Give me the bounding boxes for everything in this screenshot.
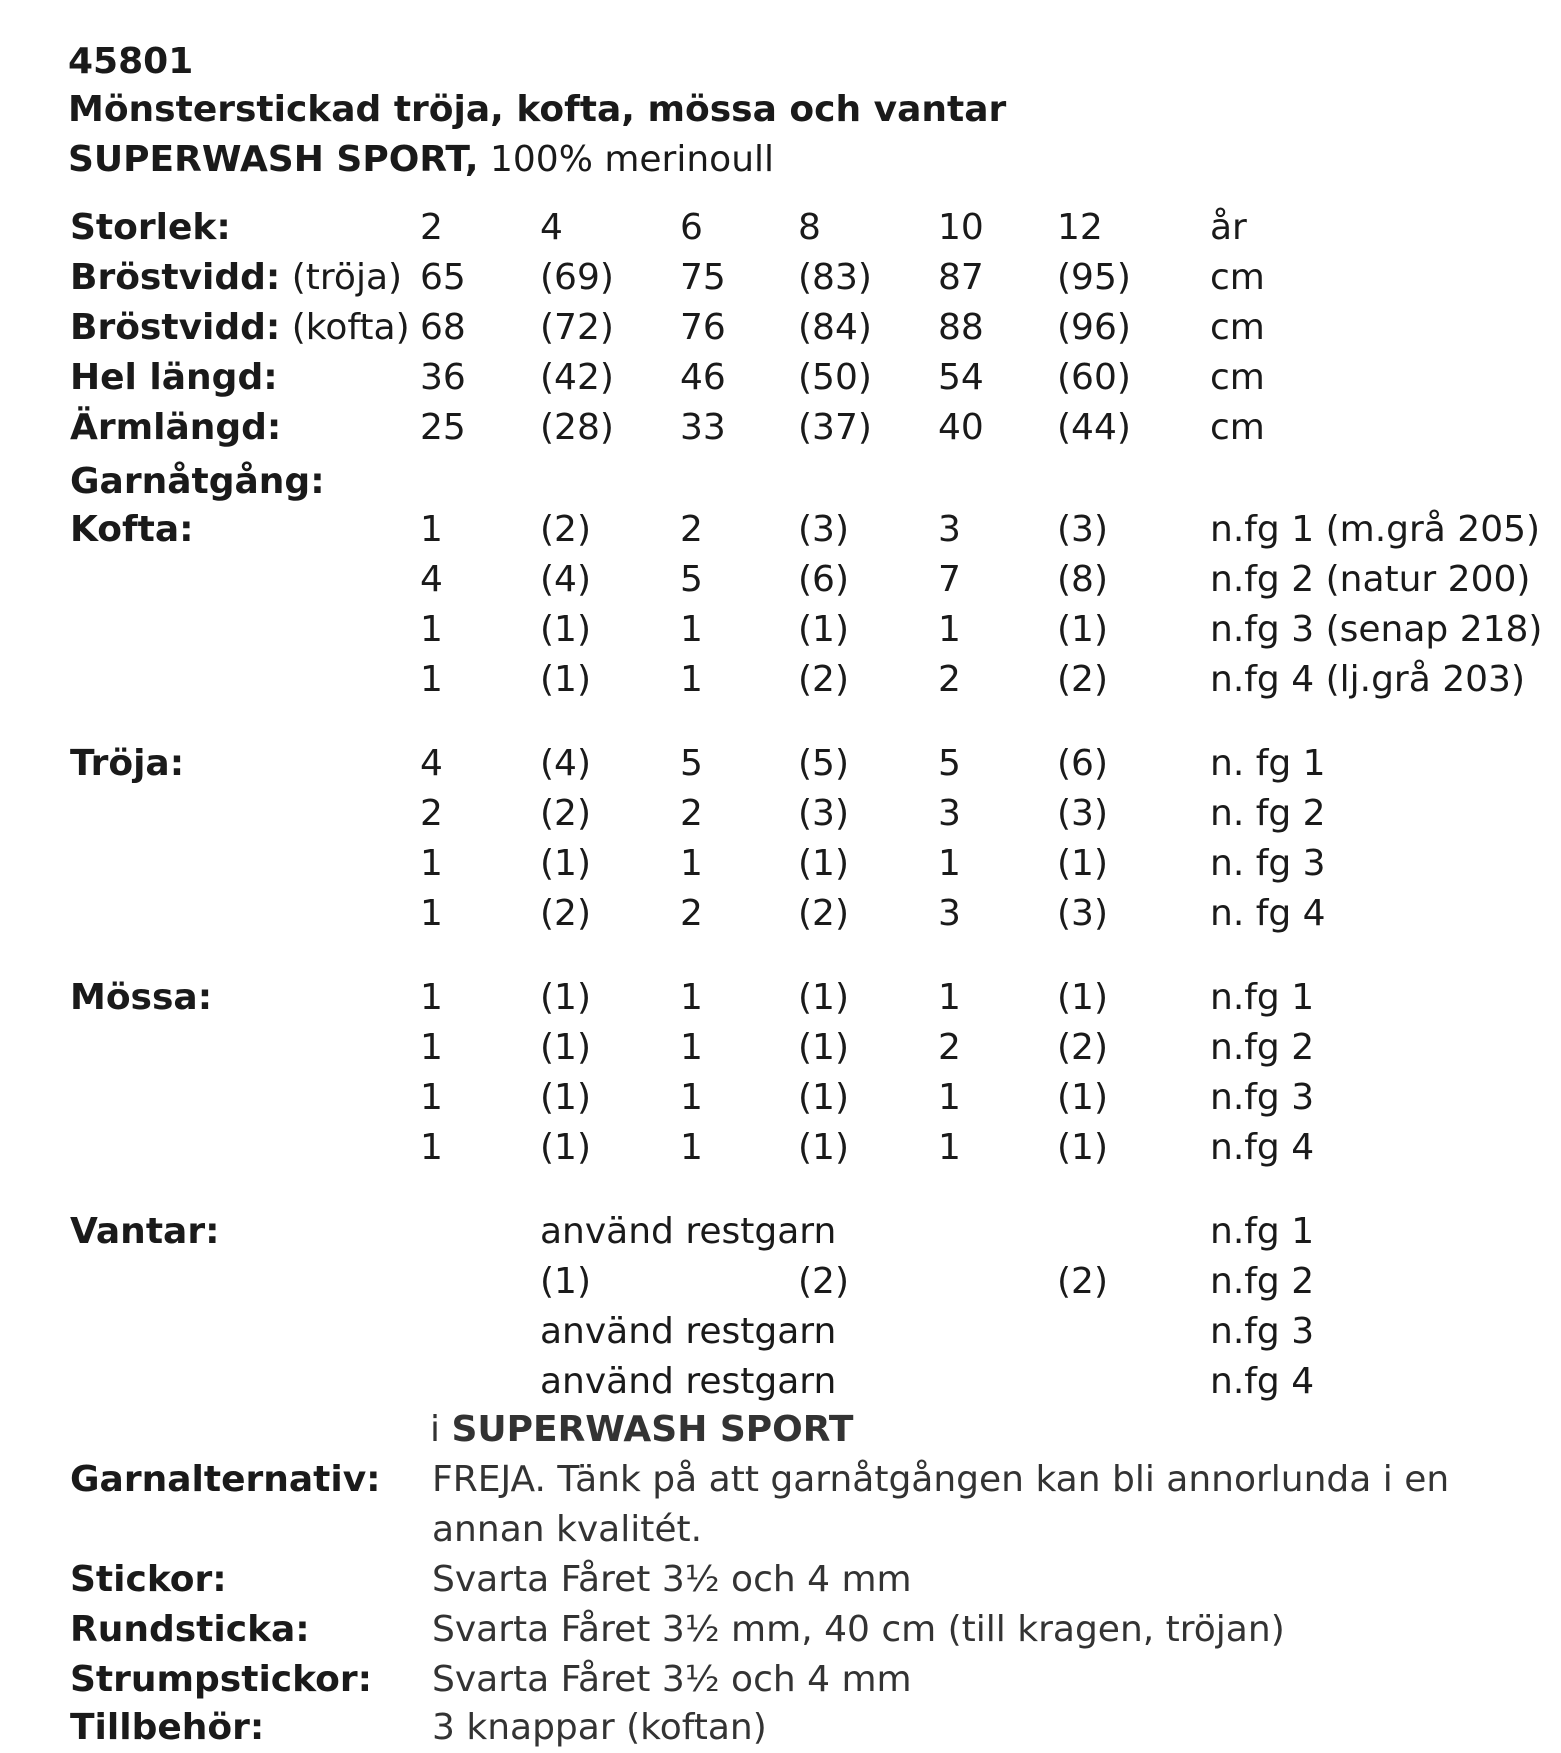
measurement-cell: 76: [680, 307, 726, 348]
measurement-cell: (69): [540, 257, 614, 298]
measurement-cell: (37): [798, 407, 872, 448]
yarn-cell: 1: [938, 843, 961, 884]
measurement-cell: 88: [938, 307, 984, 348]
measurement-cell: 25: [420, 407, 466, 448]
yarn-colour: n.fg 1: [1210, 1211, 1315, 1252]
yarn-cell: 1: [420, 893, 443, 934]
yarn-cell: 1: [680, 1127, 703, 1168]
measurement-cell: 65: [420, 257, 466, 298]
yarn-cell: 1: [938, 1127, 961, 1168]
measurement-cell: (28): [540, 407, 614, 448]
measurement-cell: (60): [1057, 357, 1131, 398]
yarn-cell: (5): [798, 743, 849, 784]
measurement-cell: 40: [938, 407, 984, 448]
cardigan-label: Kofta:: [70, 509, 194, 550]
yarn-cell: (1): [798, 1077, 849, 1118]
sweater-label: Tröja:: [70, 743, 185, 784]
measurement-cell: (72): [540, 307, 614, 348]
yarn-cell: (1): [1057, 843, 1108, 884]
yarn-cell: (6): [1057, 743, 1108, 784]
yarn-cell: (1): [798, 1027, 849, 1068]
yarn-cell: (1): [540, 1261, 591, 1302]
yarn-cell: (6): [798, 559, 849, 600]
chest-width-sweater-label: Bröstvidd: (tröja): [70, 257, 403, 298]
yarn-cell: (1): [540, 659, 591, 700]
chest-width-cardigan-label: Bröstvidd: (kofta): [70, 307, 410, 348]
yarn-colour: n.fg 2: [1210, 1027, 1315, 1068]
yarn-cell: (1): [798, 843, 849, 884]
yarn-cell: (1): [798, 1127, 849, 1168]
leftover-yarn-note: använd restgarn: [540, 1361, 837, 1402]
yarn-cell: 1: [420, 509, 443, 550]
yarn-cell: (4): [540, 743, 591, 784]
yarn-colour: n. fg 3: [1210, 843, 1326, 884]
yarn-cell: (3): [798, 793, 849, 834]
yarn-cell: (2): [540, 893, 591, 934]
circular-needle-label: Rundsticka:: [70, 1609, 310, 1650]
yarn-cell: 2: [938, 659, 961, 700]
yarn-cell: (1): [540, 843, 591, 884]
measurement-cell: 36: [420, 357, 466, 398]
yarn-cell: (1): [1057, 1077, 1108, 1118]
yarn-cell: 1: [680, 977, 703, 1018]
yarn-cell: 1: [420, 1027, 443, 1068]
yarn-cell: (2): [1057, 1261, 1108, 1302]
yarn-cell: 3: [938, 893, 961, 934]
yarn-cell: 1: [938, 1077, 961, 1118]
yarn-cell: 2: [680, 893, 703, 934]
yarn-cell: (2): [798, 893, 849, 934]
pattern-title: Mönsterstickad tröja, kofta, mössa och vantar: [68, 89, 1007, 130]
yarn-cell: (4): [540, 559, 591, 600]
circular-needle-value: Svarta Fåret 3½ mm, 40 cm (till kragen, tröjan): [432, 1609, 1285, 1650]
size-value: 4: [540, 207, 563, 248]
yarn-cell: (2): [798, 1261, 849, 1302]
measurement-cell: (83): [798, 257, 872, 298]
yarn-alternative-text: FREJA. Tänk på att garnåtgången kan bli annorlunda i en: [432, 1459, 1450, 1500]
notions-value: 3 knappar (koftan): [432, 1707, 767, 1748]
yarn-cell: 4: [420, 559, 443, 600]
leftover-yarn-note: använd restgarn: [540, 1211, 837, 1252]
total-length-label: Hel längd:: [70, 357, 278, 398]
yarn-cell: (3): [1057, 793, 1108, 834]
measurement-cell: (44): [1057, 407, 1131, 448]
yarn-colour: n.fg 4: [1210, 1361, 1315, 1402]
size-unit: år: [1210, 207, 1247, 248]
yarn-content: 100% merinoull: [478, 139, 775, 180]
notions-label: Tillbehör:: [70, 1707, 265, 1748]
yarn-cell: 1: [938, 609, 961, 650]
yarn-cell: 2: [420, 793, 443, 834]
yarn-cell: 1: [420, 1077, 443, 1118]
yarn-cell: (2): [798, 659, 849, 700]
yarn-cell: 2: [938, 1027, 961, 1068]
yarn-cell: (2): [540, 509, 591, 550]
yarn-usage-label: Garnåtgång:: [70, 461, 325, 502]
yarn-cell: (1): [798, 977, 849, 1018]
yarn-cell: (2): [1057, 1027, 1108, 1068]
mittens-label: Vantar:: [70, 1211, 220, 1252]
yarn-colour: n. fg 2: [1210, 793, 1326, 834]
measurement-cell: (96): [1057, 307, 1131, 348]
measurement-cell: (84): [798, 307, 872, 348]
yarn-cell: (2): [540, 793, 591, 834]
yarn-cell: 5: [680, 743, 703, 784]
yarn-colour: n.fg 4 (lj.grå 203): [1210, 659, 1525, 700]
yarn-cell: 1: [420, 1127, 443, 1168]
size-value: 2: [420, 207, 443, 248]
yarn-cell: (1): [1057, 977, 1108, 1018]
dpn-label: Strumpstickor:: [70, 1659, 372, 1700]
measurement-cell: (95): [1057, 257, 1131, 298]
yarn-cell: 1: [680, 1027, 703, 1068]
measurement-unit: cm: [1210, 257, 1265, 298]
yarn-cell: 1: [680, 1077, 703, 1118]
yarn-cell: 3: [938, 509, 961, 550]
yarn-cell: 1: [420, 609, 443, 650]
yarn-name: SUPERWASH SPORT,: [68, 139, 479, 180]
yarn-cell: (1): [540, 1127, 591, 1168]
yarn-cell: (8): [1057, 559, 1108, 600]
measurement-unit: cm: [1210, 307, 1265, 348]
yarn-quality-note: i SUPERWASH SPORT: [430, 1409, 854, 1450]
leftover-yarn-note: använd restgarn: [540, 1311, 837, 1352]
yarn-cell: 1: [680, 843, 703, 884]
measurement-cell: (50): [798, 357, 872, 398]
yarn-colour: n.fg 3: [1210, 1077, 1315, 1118]
yarn-colour: n. fg 1: [1210, 743, 1326, 784]
yarn-cell: (3): [1057, 893, 1108, 934]
size-value: 8: [798, 207, 821, 248]
measurement-cell: 68: [420, 307, 466, 348]
measurement-unit: cm: [1210, 357, 1265, 398]
yarn-cell: 2: [680, 509, 703, 550]
yarn-cell: 1: [420, 843, 443, 884]
size-value: 6: [680, 207, 703, 248]
yarn-cell: (2): [1057, 659, 1108, 700]
yarn-cell: (1): [540, 1077, 591, 1118]
size-value: 12: [1057, 207, 1103, 248]
needles-value: Svarta Fåret 3½ och 4 mm: [432, 1559, 912, 1600]
pattern-code: 45801: [68, 41, 194, 82]
yarn-colour: n. fg 4: [1210, 893, 1326, 934]
yarn-alternative-label: Garnalternativ:: [70, 1459, 381, 1500]
yarn-cell: (3): [1057, 509, 1108, 550]
yarn-cell: (1): [540, 609, 591, 650]
yarn-cell: (3): [798, 509, 849, 550]
yarn-cell: (1): [540, 1027, 591, 1068]
yarn-cell: 7: [938, 559, 961, 600]
yarn-cell: 1: [680, 659, 703, 700]
sleeve-length-label: Ärmlängd:: [70, 407, 282, 448]
yarn-colour: n.fg 2 (natur 200): [1210, 559, 1531, 600]
measurement-cell: 33: [680, 407, 726, 448]
yarn-cell: (1): [1057, 1127, 1108, 1168]
yarn-cell: 4: [420, 743, 443, 784]
measurement-unit: cm: [1210, 407, 1265, 448]
yarn-colour: n.fg 1 (m.grå 205): [1210, 509, 1541, 550]
yarn-cell: 1: [420, 659, 443, 700]
needles-label: Stickor:: [70, 1559, 227, 1600]
yarn-cell: 1: [680, 609, 703, 650]
measurement-cell: 75: [680, 257, 726, 298]
yarn-cell: 5: [680, 559, 703, 600]
yarn-cell: 3: [938, 793, 961, 834]
size-label: Storlek:: [70, 207, 231, 248]
yarn-cell: (1): [1057, 609, 1108, 650]
yarn-alternative-text-cont: annan kvalitét.: [432, 1509, 703, 1550]
yarn-cell: 2: [680, 793, 703, 834]
measurement-cell: 54: [938, 357, 984, 398]
yarn-colour: n.fg 2: [1210, 1261, 1315, 1302]
yarn-colour: n.fg 1: [1210, 977, 1315, 1018]
yarn-cell: 1: [938, 977, 961, 1018]
yarn-cell: (1): [540, 977, 591, 1018]
yarn-cell: 5: [938, 743, 961, 784]
dpn-value: Svarta Fåret 3½ och 4 mm: [432, 1659, 912, 1700]
yarn-cell: 1: [420, 977, 443, 1018]
measurement-cell: 46: [680, 357, 726, 398]
yarn-colour: n.fg 3: [1210, 1311, 1315, 1352]
measurement-cell: 87: [938, 257, 984, 298]
hat-label: Mössa:: [70, 977, 213, 1018]
size-value: 10: [938, 207, 984, 248]
yarn-colour: n.fg 4: [1210, 1127, 1315, 1168]
yarn-line: [68, 138, 774, 182]
measurement-cell: (42): [540, 357, 614, 398]
yarn-colour: n.fg 3 (senap 218): [1210, 609, 1543, 650]
yarn-cell: (1): [798, 609, 849, 650]
